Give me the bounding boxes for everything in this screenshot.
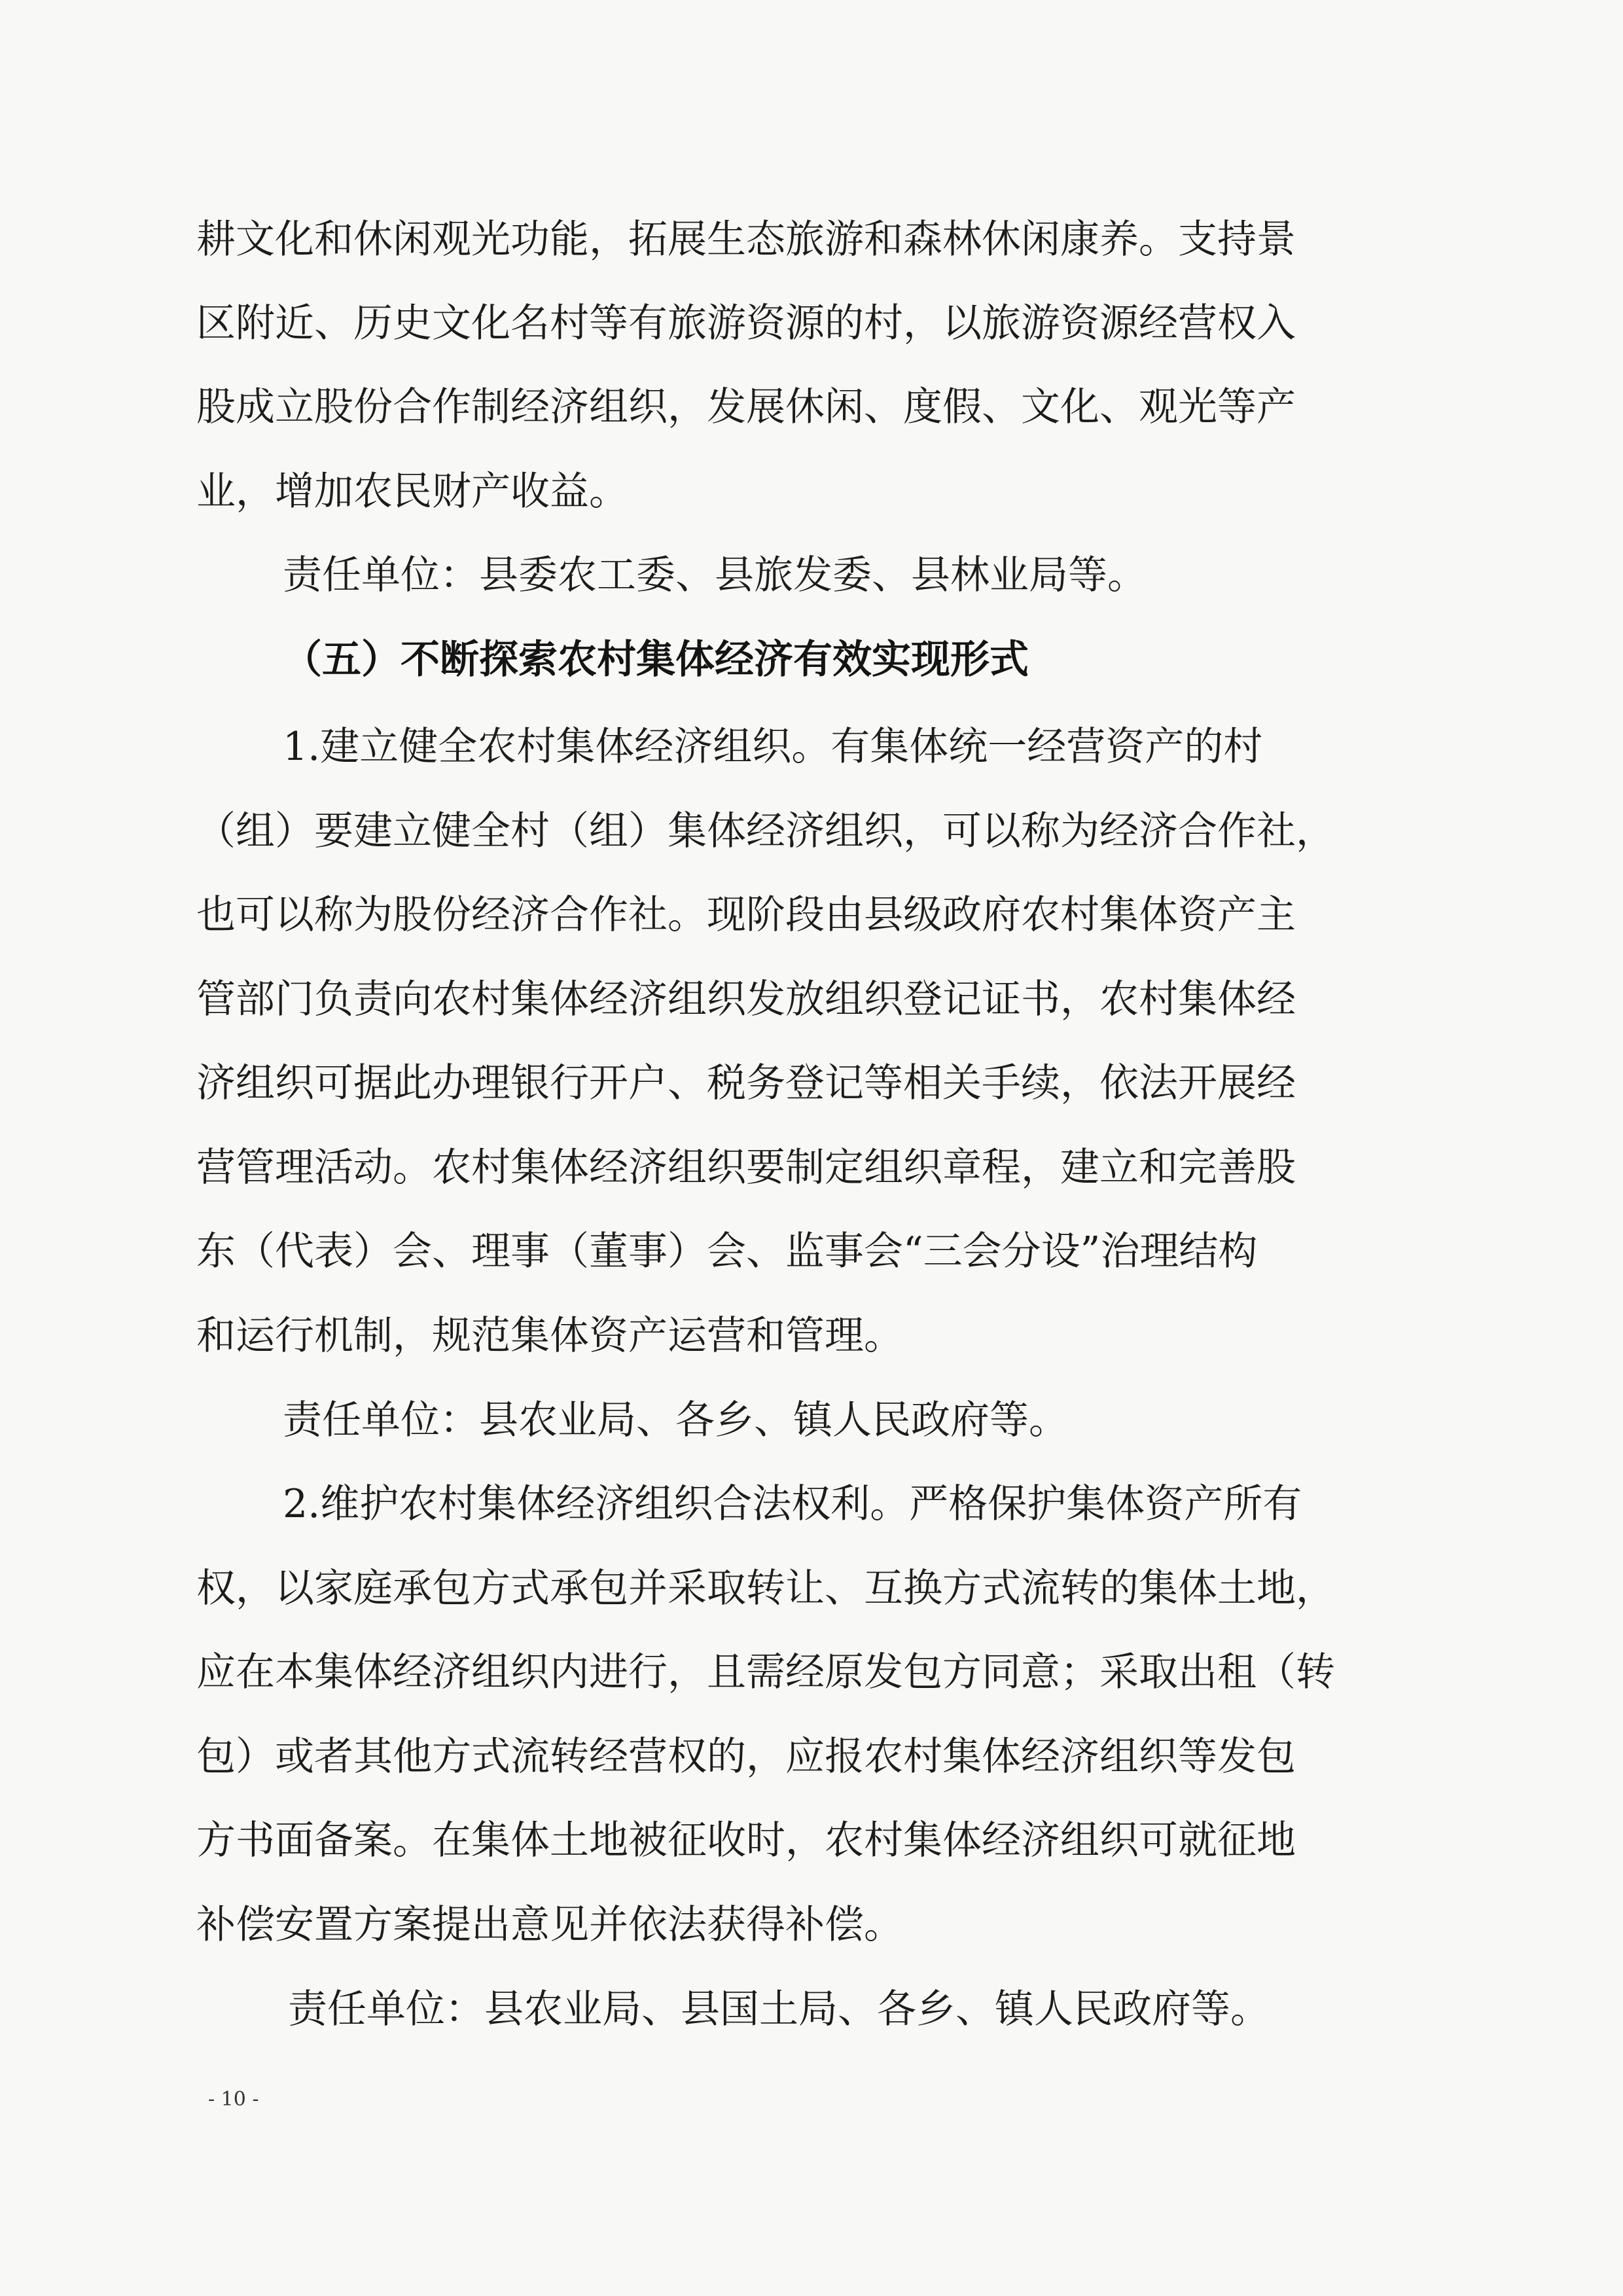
paragraph-line: 方书面备案。在集体土地被征收时，农村集体经济组织可就征地 [196,1818,1296,1863]
paragraph-line: 业，增加农民财产收益。 [196,469,628,514]
paragraph-line: 和运行机制，规范集体资产运营和管理。 [196,1313,903,1359]
page-number: - 10 - [208,2088,259,2111]
paragraph-line: 也可以称为股份经济合作社。现阶段由县级政府农村集体资产主 [196,892,1296,938]
paragraph-line: 耕文化和休闲观光功能，拓展生态旅游和森林休闲康养。支持景 [196,217,1296,262]
paragraph-line: 股成立股份合作制经济组织，发展休闲、度假、文化、观光等产 [196,384,1296,430]
responsibility-line: 责任单位：县农业局、县国土局、各乡、镇人民政府等。 [288,1986,1270,2032]
section-heading: （五）不断探索农村集体经济有效实现形式 [283,637,1029,683]
paragraph-line: 补偿安置方案提出意见并依法获得补偿。 [196,1902,903,1948]
paragraph-line: 管部门负责向农村集体经济组织发放组织登记证书，农村集体经 [196,977,1296,1022]
paragraph-line: 应在本集体经济组织内进行，且需经原发包方同意；采取出租（转 [196,1649,1335,1695]
paragraph-line: 东（代表）会、理事（董事）会、监事会“三会分设”治理结构 [196,1229,1258,1274]
paragraph-line: 权，以家庭承包方式承包并采取转让、互换方式流转的集体土地， [196,1566,1335,1611]
paragraph-line: 营管理活动。农村集体经济组织要制定组织章程，建立和完善股 [196,1145,1296,1191]
paragraph-line: 济组织可据此办理银行开户、税务登记等相关手续，依法开展经 [196,1060,1296,1106]
paragraph-line: 1.建立健全农村集体经济组织。有集体统一经营资产的村 [283,724,1263,770]
responsibility-line: 责任单位：县农业局、各乡、镇人民政府等。 [283,1397,1068,1443]
paragraph-line: 2.维护农村集体经济组织合法权利。严格保护集体资产所有 [283,1481,1302,1527]
responsibility-line: 责任单位：县委农工委、县旅发委、县林业局等。 [283,552,1147,598]
paragraph-line: 区附近、历史文化名村等有旅游资源的村，以旅游资源经营权入 [196,300,1296,346]
paragraph-line: （组）要建立健全村（组）集体经济组织，可以称为经济合作社， [196,808,1335,854]
paragraph-line: 包）或者其他方式流转经营权的，应报农村集体经济组织等发包 [196,1734,1296,1780]
